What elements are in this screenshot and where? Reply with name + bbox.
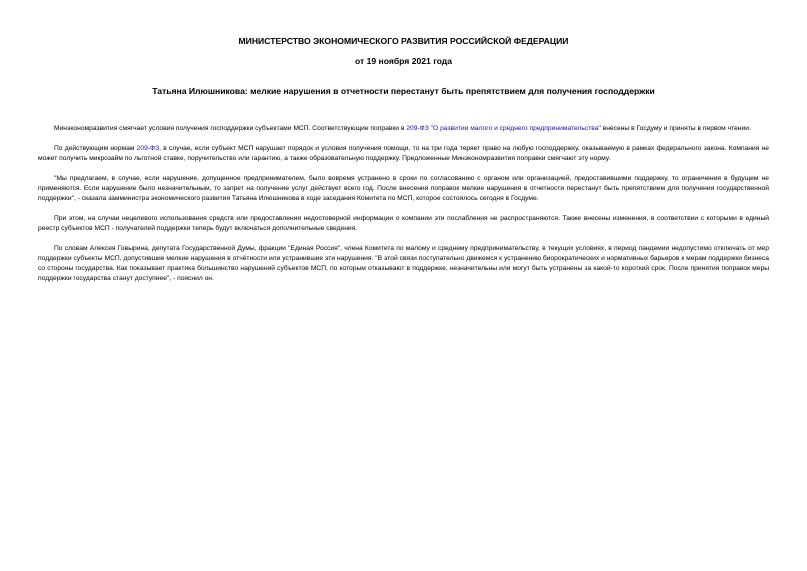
- document-date: от 19 ноября 2021 года: [354, 56, 453, 66]
- document-title: Татьяна Илюшникова: мелкие нарушения в отчетности перестанут быть препятствием для получения господдержки: [152, 86, 655, 96]
- law-209-fz-full-link[interactable]: 209-ФЗ "О развитии малого и среднего предпринимательства": [406, 125, 601, 132]
- paragraph-2-text-start: По действующим нормам: [54, 145, 137, 152]
- paragraph-2: [38, 144, 769, 164]
- ministry-name: МИНИСТЕРСТВО ЭКОНОМИЧЕСКОГО РАЗВИТИЯ РОССИЙСКОЙ ФЕДЕРАЦИИ: [238, 36, 569, 46]
- paragraph-3: "Мы предлагаем, в случае, если нарушение, допущенное предпринимателем, было вовремя устранено в сроки по согласованию с органом или организацией, предоставившими поддержку, то ограничения в будущем не применяются. Если нарушение было незначительным, то запрет на получение услуг действует всего год. После внесения поправок мелкие нарушения в отчетности перестанут быть препятствием для получения государственной поддержки", - сказала замминистра экономического развития Татьяна Илюшникова в ходе заседания Комитета по МСП, которое состоялось сегодня в Госдуме.: [38, 175, 769, 202]
- paragraph-1-text-end: внесены в Госдуму и приняты в первом чтении.: [600, 125, 751, 132]
- paragraph-1-text-start: Минэкономразвития смягчает условия получения господдержки субъектами МСП. Соответствующие поправки в: [54, 125, 407, 132]
- paragraph-2-text-end: , в случае, если субъект МСП нарушает порядок и условия получения помощи, то на три года теряет право на любую господдержку, оказываемую в рамках федерального закона. Компания не может получить микрозайм по льготной ставке, поручительство или гарантию, а также образовательную поддержку. Предложенные Минэкономразвития поправки смягчают эту норму.: [38, 145, 769, 162]
- document-body: [38, 124, 769, 294]
- paragraph-5: По словам Алексея Говырина, депутата Государственной Думы, фракции "Единая Россия", члена Комитета по малому и среднему предпринимательству, в текущих условиях, в период пандемии недопустимо отключать от мер поддержки субъекты МСП, допустившие мелкие нарушения в отчётности или устранившие эти нарушения. "В этой связи поступательно движемся к устранению биорократических и нормативных барьеров к мерам поддержки бизнеса со стороны государства. Как показывает практика большинство нарушений субъектов МСП, по которым отказывают в поддержке, незначительны или могут быть устранены за какой-то короткий срок. После принятия поправок меры поддержки государства станут доступнее", - пояснил он.: [38, 245, 769, 282]
- law-209-fz-link[interactable]: 209-ФЗ: [136, 145, 160, 152]
- paragraph-1: [38, 124, 769, 134]
- paragraph-4: При этом, на случаи нецелевого использования средств или предоставления недостоверной информации о компании эти послабления не распространяются. Также внесены изменения, в соответствии с которыми в единый реестр субъектов МСП - получателей поддержки теперь будут включаться дополнительные сведения.: [38, 215, 769, 232]
